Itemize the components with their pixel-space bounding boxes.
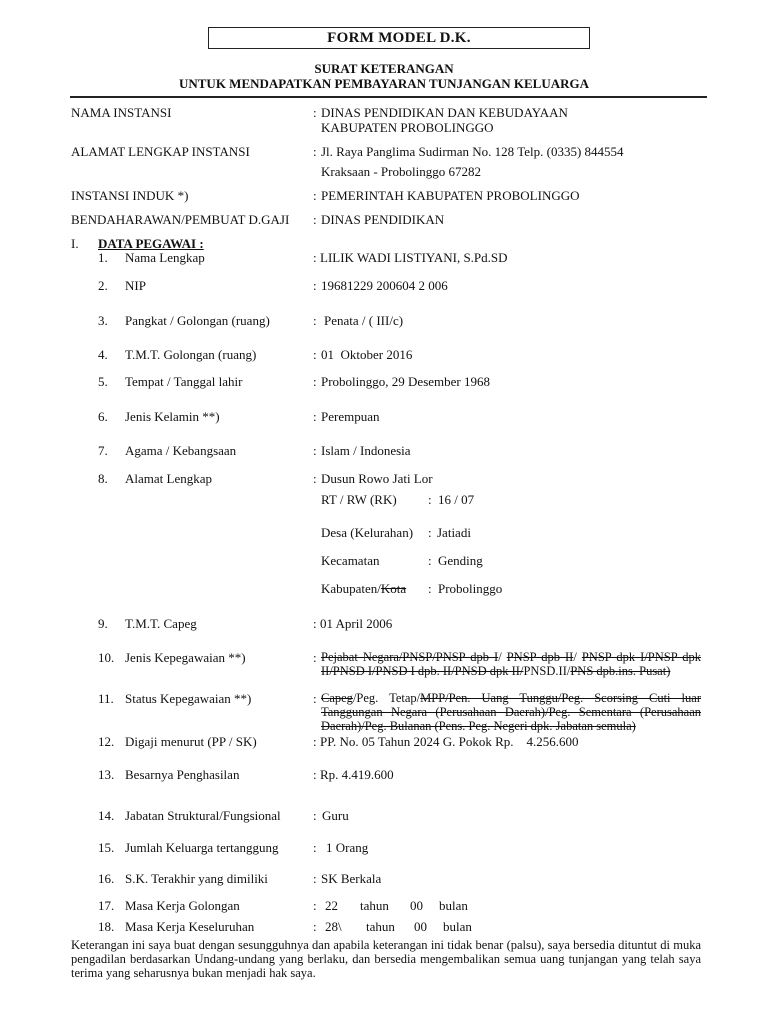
option-struck: PNSP dpk I/PNSP dpk II/PNSD I/PNSD I dpb. II/PNSD dpk II/ — [321, 650, 701, 678]
colon: : — [313, 898, 317, 913]
tahun-label: tahun — [366, 919, 395, 934]
jabatan-value: Guru — [322, 808, 349, 823]
option-struck: PNS dpb.ins. Pusat) — [570, 664, 671, 678]
kecamatan-label: Kecamatan — [321, 553, 380, 568]
item-number: 16. — [98, 871, 115, 886]
sk-terakhir-value: SK Berkala — [321, 871, 382, 886]
masa-kerja-golongan-years: 22 — [325, 898, 338, 913]
bendaharawan-value: DINAS PENDIDIKAN — [321, 212, 445, 227]
masa-kerja-keseluruhan-years: 28\ — [325, 919, 342, 934]
colon: : — [313, 616, 317, 631]
tmt-golongan-label: T.M.T. Golongan (ruang) — [125, 347, 257, 362]
tmt-capeg-label: T.M.T. Capeg — [125, 616, 197, 631]
jumlah-keluarga-value: 1 Orang — [326, 840, 369, 855]
digaji-menurut-label: Digaji menurut (PP / SK) — [125, 734, 257, 749]
colon: : — [313, 313, 317, 328]
pangkat-value: Penata / ( III/c) — [324, 313, 404, 328]
separator: / — [498, 650, 507, 664]
option-struck: Pejabat Negara/PNSP/PNSP dpb I — [321, 650, 499, 664]
colon: : — [313, 919, 317, 934]
masa-kerja-golongan-months: 00 — [410, 898, 423, 913]
colon: : — [428, 553, 432, 568]
kota-struck: Kota — [380, 581, 407, 596]
subtitle-surat-keterangan: SURAT KETERANGAN — [314, 61, 454, 76]
option-struck: Capeg — [321, 691, 353, 705]
colon: : — [313, 105, 317, 120]
rt-rw-label: RT / RW (RK) — [321, 492, 397, 507]
item-number: 2. — [98, 278, 108, 293]
colon: : — [428, 525, 432, 540]
sk-terakhir-label: S.K. Terakhir yang dimiliki — [125, 871, 268, 886]
colon: : — [313, 650, 317, 665]
alamat-instansi-label: ALAMAT LENGKAP INSTANSI — [71, 144, 250, 159]
separator: / — [573, 650, 582, 664]
item-number: 17. — [98, 898, 115, 913]
masa-kerja-golongan-label: Masa Kerja Golongan — [125, 898, 240, 913]
item-number: 8. — [98, 471, 108, 486]
colon: : — [313, 443, 317, 458]
penghasilan-label: Besarnya Penghasilan — [125, 767, 240, 782]
jabatan-label: Jabatan Struktural/Fungsional — [125, 808, 281, 823]
section-number: I. — [71, 236, 79, 251]
nip-label: NIP — [125, 278, 146, 293]
statement-paragraph: Keterangan ini saya buat dengan sesungguhnya dan apabila keterangan ini tidak benar (palsu), saya bersedia dituntut di muka pengadilan berdasarkan Undang-undang yang berlaku, dan bersedia mengembalikan semua uang tunjangan yang telah saya terima yang seharusnya bukan menjadi hak saya. — [71, 938, 701, 980]
bulan-label: bulan — [443, 919, 472, 934]
nama-instansi-value-1: DINAS PENDIDIKAN DAN KEBUDAYAAN — [321, 105, 568, 120]
rt-rw-value: 16 / 07 — [438, 492, 475, 507]
jenis-kelamin-label: Jenis Kelamin **) — [125, 409, 220, 424]
jumlah-keluarga-label: Jumlah Keluarga tertanggung — [125, 840, 279, 855]
item-number: 3. — [98, 313, 108, 328]
alamat-instansi-value-2: Kraksaan - Probolinggo 67282 — [321, 164, 481, 179]
bulan-label: bulan — [439, 898, 468, 913]
tmt-golongan-value: 01 Oktober 2016 — [321, 347, 413, 362]
subtitle-purpose: UNTUK MENDAPATKAN PEMBAYARAN TUNJANGAN KELUARGA — [178, 76, 589, 91]
alamat-lengkap-value: Dusun Rowo Jati Lor — [321, 471, 433, 486]
instansi-induk-label: INSTANSI INDUK *) — [71, 188, 189, 203]
item-number: 14. — [98, 808, 115, 823]
tempat-lahir-label: Tempat / Tanggal lahir — [125, 374, 243, 389]
option-struck: PNSP dpb II — [506, 650, 574, 664]
colon: : — [313, 734, 317, 749]
item-number: 12. — [98, 734, 115, 749]
colon: : — [313, 808, 317, 823]
colon: : — [313, 471, 317, 486]
colon: : — [313, 409, 317, 424]
jenis-kepegawaian-label: Jenis Kepegawaian **) — [125, 650, 246, 665]
masa-kerja-keseluruhan-label: Masa Kerja Keseluruhan — [125, 919, 255, 934]
penghasilan-value: Rp. 4.419.600 — [320, 767, 394, 782]
colon: : — [313, 767, 317, 782]
jenis-kelamin-value: Perempuan — [321, 409, 380, 424]
tempat-lahir-value: Probolinggo, 29 Desember 1968 — [321, 374, 490, 389]
colon: : — [313, 374, 317, 389]
bendaharawan-label: BENDAHARAWAN/PEMBUAT D.GAJI — [71, 212, 290, 227]
desa-label: Desa (Kelurahan) — [321, 525, 414, 540]
digaji-menurut-value: PP. No. 05 Tahun 2024 G. Pokok Rp. 4.256.600 — [320, 734, 579, 749]
option-selected: PNSD.II/ — [523, 664, 571, 678]
item-number: 4. — [98, 347, 108, 362]
pangkat-label: Pangkat / Golongan (ruang) — [125, 313, 270, 328]
colon: : — [313, 250, 317, 265]
alamat-lengkap-label: Alamat Lengkap — [125, 471, 212, 486]
kecamatan-value: Gending — [438, 553, 483, 568]
option-selected: /Peg. Tetap/ — [352, 691, 421, 705]
kabupaten-label — [321, 581, 406, 596]
nama-instansi-label: NAMA INSTANSI — [71, 105, 172, 120]
colon: : — [313, 691, 317, 706]
option-struck: MPP/Pen. Uang Tunggu/Peg. Scorsing Cuti luar Tanggungan Negara (Perusahaan Daerah)/Peg. Sementara (Perusahaan Daerah)/Peg. Bulanan (Pens. Peg. Negeri dpk. Jabatan semula) — [321, 691, 701, 733]
desa-value: Jatiadi — [437, 525, 471, 540]
colon: : — [313, 840, 317, 855]
kabupaten-value: Probolinggo — [438, 581, 503, 596]
kabupaten-label-text: Kabupaten/ — [321, 581, 381, 596]
form-title: FORM MODEL D.K. — [208, 27, 590, 49]
alamat-instansi-value-1: Jl. Raya Panglima Sudirman No. 128 Telp. (0335) 844554 — [321, 144, 624, 159]
colon: : — [313, 212, 317, 227]
colon: : — [428, 581, 432, 596]
item-number: 9. — [98, 616, 108, 631]
header-divider — [70, 96, 707, 98]
nama-lengkap-value: LILIK WADI LISTIYANI, S.Pd.SD — [320, 250, 508, 265]
tahun-label: tahun — [360, 898, 389, 913]
item-number: 5. — [98, 374, 108, 389]
colon: : — [313, 188, 317, 203]
colon: : — [313, 278, 317, 293]
nip-value: 19681229 200604 2 006 — [321, 278, 448, 293]
item-number: 18. — [98, 919, 115, 934]
agama-label: Agama / Kebangsaan — [125, 443, 237, 458]
masa-kerja-keseluruhan-months: 00 — [414, 919, 427, 934]
item-number: 11. — [98, 691, 114, 706]
colon: : — [313, 871, 317, 886]
item-number: 10. — [98, 650, 115, 665]
section-title: DATA PEGAWAI : — [98, 236, 204, 251]
status-kepegawaian-label: Status Kepegawaian **) — [125, 691, 252, 706]
status-kepegawaian-value — [321, 691, 701, 733]
item-number: 1. — [98, 250, 108, 265]
nama-instansi-value-2: KABUPATEN PROBOLINGGO — [321, 120, 494, 135]
nama-lengkap-label: Nama Lengkap — [125, 250, 205, 265]
colon: : — [313, 144, 317, 159]
item-number: 7. — [98, 443, 108, 458]
colon: : — [428, 492, 432, 507]
instansi-induk-value: PEMERINTAH KABUPATEN PROBOLINGGO — [321, 188, 580, 203]
item-number: 13. — [98, 767, 115, 782]
item-number: 6. — [98, 409, 108, 424]
jenis-kepegawaian-value — [321, 650, 701, 678]
tmt-capeg-value: 01 April 2006 — [320, 616, 393, 631]
agama-value: Islam / Indonesia — [321, 443, 411, 458]
item-number: 15. — [98, 840, 115, 855]
colon: : — [313, 347, 317, 362]
